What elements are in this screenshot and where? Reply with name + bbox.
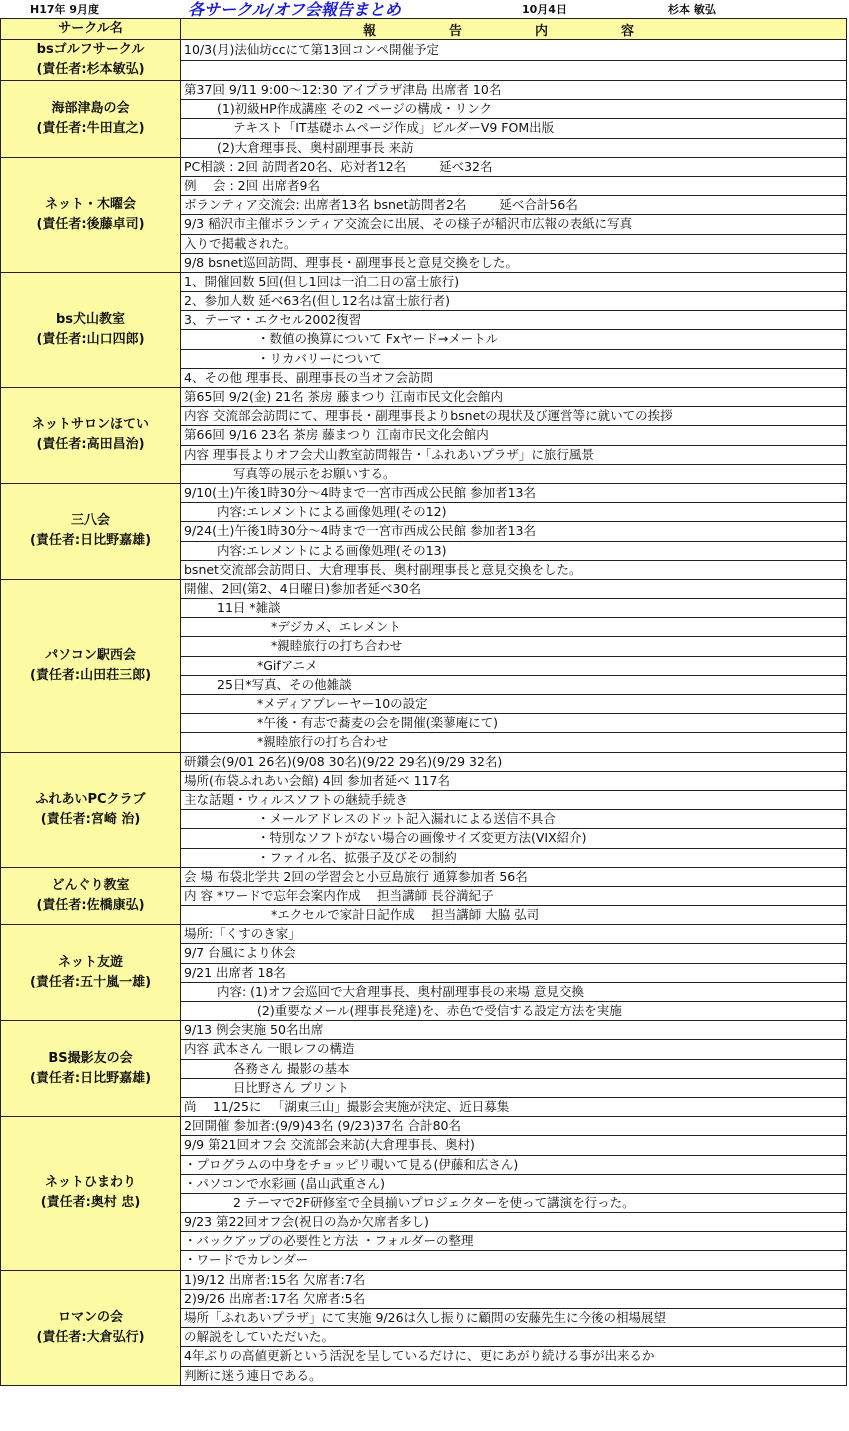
- table-row: [1, 1117, 847, 1271]
- report-line: ・プログラムの中身をチョッピリ覗いて見る(伊藤和広さん): [181, 1156, 846, 1175]
- circle-leader: (責任者:宮崎 治): [40, 811, 141, 827]
- report-line: 4年ぶりの高値更新という活況を呈しているだけに、更にあがり続ける事が出来るか: [181, 1347, 846, 1366]
- report-line: 判断に迷う連日である。: [184, 1367, 322, 1383]
- column-header-content: 報 告 内 容: [181, 19, 847, 40]
- report-line: ・特別なソフトがない場合の画像サイズ変更方法(VIX紹介): [181, 829, 846, 848]
- report-line: の解説をしていただいた。: [181, 1328, 846, 1347]
- circle-name: ロマンの会: [57, 1309, 123, 1325]
- report-line: 各務さん 撮影の基本: [181, 1060, 846, 1079]
- report-line: ボランティア交流会: 出席者13名 bsnet訪問者2名 延べ合計56名: [181, 196, 846, 215]
- report-line: 写真等の展示をお願いする。: [233, 465, 396, 481]
- report-table: [0, 18, 847, 1386]
- report-content-cell: [181, 483, 847, 579]
- report-content-cell: [181, 157, 847, 272]
- circle-name: 三八会: [70, 513, 110, 529]
- report-line: *Gifアニメ: [181, 657, 846, 676]
- table-row: [1, 272, 847, 387]
- report-line: (2)大倉理事長、奥村副理事長 来訪: [217, 139, 414, 155]
- circle-name: 海部津島の会: [51, 100, 130, 116]
- table-header-row: [1, 19, 847, 40]
- report-line: ・ワードでカレンダー: [184, 1252, 309, 1268]
- circle-name: ネット・木曜会: [44, 196, 136, 212]
- report-content-cell: [181, 579, 847, 752]
- circle-name-cell: [1, 1021, 181, 1117]
- report-line: 会 場 布袋北学共 2回の学習会と小豆島旅行 通算参加者 56名: [181, 868, 846, 887]
- circle-name-cell: [1, 157, 181, 272]
- report-line: 2 テーマで2F研修室で全員揃いプロジェクターを使って講演を行った。: [181, 1194, 846, 1213]
- report-line: 内容 交流部会訪問にて、理事長・副理事長よりbsnetの現状及び運営等に就いての挨拶: [181, 407, 846, 426]
- circle-name: bs犬山教室: [55, 311, 126, 327]
- circle-name-cell: [1, 752, 181, 867]
- circle-leader: (責任者:五十嵐一雄): [29, 974, 152, 990]
- report-line: *午後・有志で蕎麦の会を開催(楽蓼庵にて): [181, 714, 846, 733]
- circle-name-cell: [1, 272, 181, 387]
- report-line: 2回開催 参加者:(9/9)43名 (9/23)37名 合計80名: [181, 1117, 846, 1136]
- circle-leader: (責任者:牛田直之): [36, 120, 145, 136]
- report-line: 4、その他 理事長、副理事長の当オフ会訪問: [184, 369, 434, 385]
- report-line: 内容: (1)オフ会巡回で大倉理事長、奥村副理事長の来場 意見交換: [181, 983, 846, 1002]
- report-line: 第66回 9/16 23名 茶房 藤まつり 江南市民文化会館内: [181, 426, 846, 445]
- circle-name-cell: [1, 579, 181, 752]
- report-line: ・リカバリーについて: [181, 350, 846, 369]
- report-line: 内 容 *ワードで忘年会案内作成 担当講師 長谷満紀子: [181, 887, 846, 906]
- report-line: *エクセルで家計日記作成 担当講師 大脇 弘司: [271, 907, 540, 923]
- report-line: テキスト「IT基礎ホムページ作成」ビルダーV9 FOM出版: [181, 119, 846, 138]
- circle-leader: (責任者:杉本敏弘): [36, 62, 145, 77]
- report-content-cell: [181, 388, 847, 484]
- report-line: ・パソコンで水彩画 (畠山武重さん): [181, 1175, 846, 1194]
- circle-leader: (責任者:日比野嘉雄): [29, 1070, 152, 1086]
- circle-name: パソコン駅西会: [45, 647, 136, 663]
- report-line: 入りで掲載された。: [181, 235, 846, 254]
- report-line: 9/3 稲沢市主催ボランティア交流会に出展、その様子が稲沢市広報の表紙に写真: [181, 215, 846, 234]
- table-row: [1, 81, 847, 158]
- report-line: ・ファイル名、拡張子及びその制約: [257, 849, 457, 865]
- circle-name-cell: [1, 40, 181, 81]
- report-line: *親睦旅行の打ち合わせ: [257, 734, 389, 750]
- table-row: [1, 925, 847, 1021]
- table-row: [1, 1021, 847, 1117]
- table-row: [1, 579, 847, 752]
- report-line: *デジカメ、エレメント: [181, 618, 846, 637]
- report-line: ・メールアドレスのドット記入漏れによる送信不具合: [181, 810, 846, 829]
- circle-leader: (責任者:大倉弘行): [36, 1329, 145, 1345]
- report-line: 第65回 9/2(金) 21名 茶房 藤まつり 江南市民文化会館内: [181, 388, 846, 407]
- table-row: [1, 40, 847, 81]
- table-row: [1, 483, 847, 579]
- report-line: 9/21 出席者 18名: [181, 964, 846, 983]
- report-line: 9/13 例会実施 50名出席: [181, 1021, 846, 1040]
- report-header: [0, 0, 849, 18]
- report-line: (1)初級HP作成講座 その2 ページの構成・リンク: [181, 100, 846, 119]
- report-line: 主な話題・ウィルスソフトの継続手続き: [181, 791, 846, 810]
- circle-name: ネット友遊: [57, 954, 123, 970]
- circle-name-cell: [1, 388, 181, 484]
- circle-name-cell: [1, 1270, 181, 1385]
- report-line: 日比野さん プリント: [181, 1079, 846, 1098]
- report-line: 10/3(月)法仙坊ccにて第13回コンペ開催予定: [181, 41, 846, 60]
- circle-name: ふれあいPCクラブ: [35, 791, 146, 807]
- table-row: [1, 388, 847, 484]
- report-line: ・数値の換算について Fxヤード→メートル: [181, 330, 846, 349]
- circle-leader: (責任者:山口四郎): [36, 331, 145, 347]
- report-line: 研鑽会(9/01 26名)(9/08 30名)(9/22 29名)(9/29 32名): [181, 753, 846, 772]
- report-content-cell: [181, 925, 847, 1021]
- table-row: [1, 867, 847, 925]
- report-line: 9/8 bsnet巡回訪問、理事長・副理事長と意見交換をした。: [184, 254, 519, 270]
- report-line: *メディアプレーヤー10の設定: [181, 695, 846, 714]
- table-row: [1, 157, 847, 272]
- report-line: 場所「ふれあいプラザ」にて実施 9/26は久し振りに顧問の安藤先生に今後の相場展望: [181, 1309, 846, 1328]
- report-line: *親睦旅行の打ち合わせ: [181, 637, 846, 656]
- report-line: 内容 理事長よりオフ会犬山教室訪問報告・「ふれあいプラザ」に旅行風景: [181, 446, 846, 465]
- circle-leader: (責任者:奥村 忠): [40, 1195, 141, 1211]
- circle-name: ネットひまわり: [44, 1175, 136, 1191]
- report-line: bsnet交流部会訪問日、大倉理事長、奥村副理事長と意見交換をした。: [184, 561, 582, 577]
- circle-leader: (責任者:山田荘三郎): [29, 667, 152, 683]
- report-line: 9/7 台風により休会: [181, 944, 846, 963]
- circle-leader: (責任者:後藤卓司): [36, 216, 145, 232]
- circle-name-cell: [1, 81, 181, 158]
- circle-name: ネットサロンほてい: [31, 417, 149, 433]
- report-line: 内容:エレメントによる画像処理(その13): [181, 542, 846, 561]
- report-line: 第37回 9/11 9:00～12:30 アイプラザ津島 出席者 10名: [181, 81, 846, 100]
- report-line: 25日*写真、その他雑談: [181, 676, 846, 695]
- report-author: 杉本 敏弘: [668, 3, 716, 16]
- report-line: 例 会 : 2回 出席者9名: [181, 177, 846, 196]
- column-header-circle: サークル名: [1, 19, 181, 40]
- circle-name-cell: [1, 925, 181, 1021]
- circle-leader: (責任者:佐橋康弘): [36, 897, 145, 913]
- report-line: 9/24(土)午後1時30分～4時まで一宮市西成公民館 参加者13名: [181, 522, 846, 541]
- report-content-cell: [181, 272, 847, 387]
- report-line: 場所(布袋ふれあい会館) 4回 参加者延べ 117名: [181, 772, 846, 791]
- table-row: [1, 1270, 847, 1385]
- report-line: 2)9/26 出席者:17名 欠席者:5名: [181, 1290, 846, 1309]
- report-line: 2、参加人数 延べ63名(但し12名は富士旅行者): [181, 292, 846, 311]
- report-line: (2)重要なメール(理事長発達)を、赤色で受信する設定方法を実施: [257, 1003, 622, 1018]
- report-content-cell: [181, 867, 847, 925]
- report-line: 内容:エレメントによる画像処理(その12): [181, 503, 846, 522]
- circle-leader: (責任者:日比野嘉雄): [29, 533, 152, 549]
- fiscal-period: H17年 9月度: [30, 3, 99, 16]
- report-line: 尚 11/25に 「湖東三山」撮影会実施が決定、近日募集: [184, 1098, 510, 1114]
- report-line: 9/9 第21回オフ会 交流部会来訪(大倉理事長、奥村): [181, 1136, 846, 1155]
- report-line: 11日 *雑談: [181, 599, 846, 618]
- report-line: PC相談 : 2回 訪問者20名、応対者12名 延べ32名: [181, 158, 846, 177]
- report-line: 1)9/12 出席者:15名 欠席者:7名: [181, 1271, 846, 1290]
- circle-leader: (責任者:高田昌治): [36, 437, 145, 453]
- report-line: 開催、2回(第2、4日曜日)参加者延べ30名: [181, 580, 846, 599]
- report-content-cell: [181, 81, 847, 158]
- report-line: 場所:「くすのき家」: [181, 925, 846, 944]
- circle-name-cell: [1, 1117, 181, 1271]
- circle-name: bsゴルフサークル: [36, 42, 145, 57]
- report-title: 各サークル/オフ会報告まとめ: [188, 0, 401, 19]
- report-line: 9/10(土)午後1時30分～4時まで一宮市西成公民館 参加者13名: [181, 484, 846, 503]
- report-line: 9/23 第22回オフ会(祝日の為か欠席者多し): [181, 1213, 846, 1232]
- circle-name-cell: [1, 867, 181, 925]
- circle-name: BS撮影友の会: [48, 1050, 133, 1066]
- report-line: ・バックアップの必要性と方法 ・フォルダーの整理: [181, 1232, 846, 1251]
- report-content-cell: [181, 40, 847, 81]
- report-line: [181, 61, 846, 79]
- report-line: 1、開催回数 5回(但し1回は一泊二日の富士旅行): [181, 273, 846, 292]
- table-row: [1, 752, 847, 867]
- report-date: 10月4日: [522, 3, 567, 16]
- report-content-cell: [181, 1117, 847, 1271]
- report-content-cell: [181, 752, 847, 867]
- circle-name: どんぐり教室: [51, 877, 130, 893]
- report-content-cell: [181, 1021, 847, 1117]
- report-content-cell: [181, 1270, 847, 1385]
- report-line: 内容 武本さん 一眼レフの構造: [181, 1040, 846, 1059]
- report-line: 3、テーマ・エクセル2002復習: [181, 311, 846, 330]
- circle-name-cell: [1, 483, 181, 579]
